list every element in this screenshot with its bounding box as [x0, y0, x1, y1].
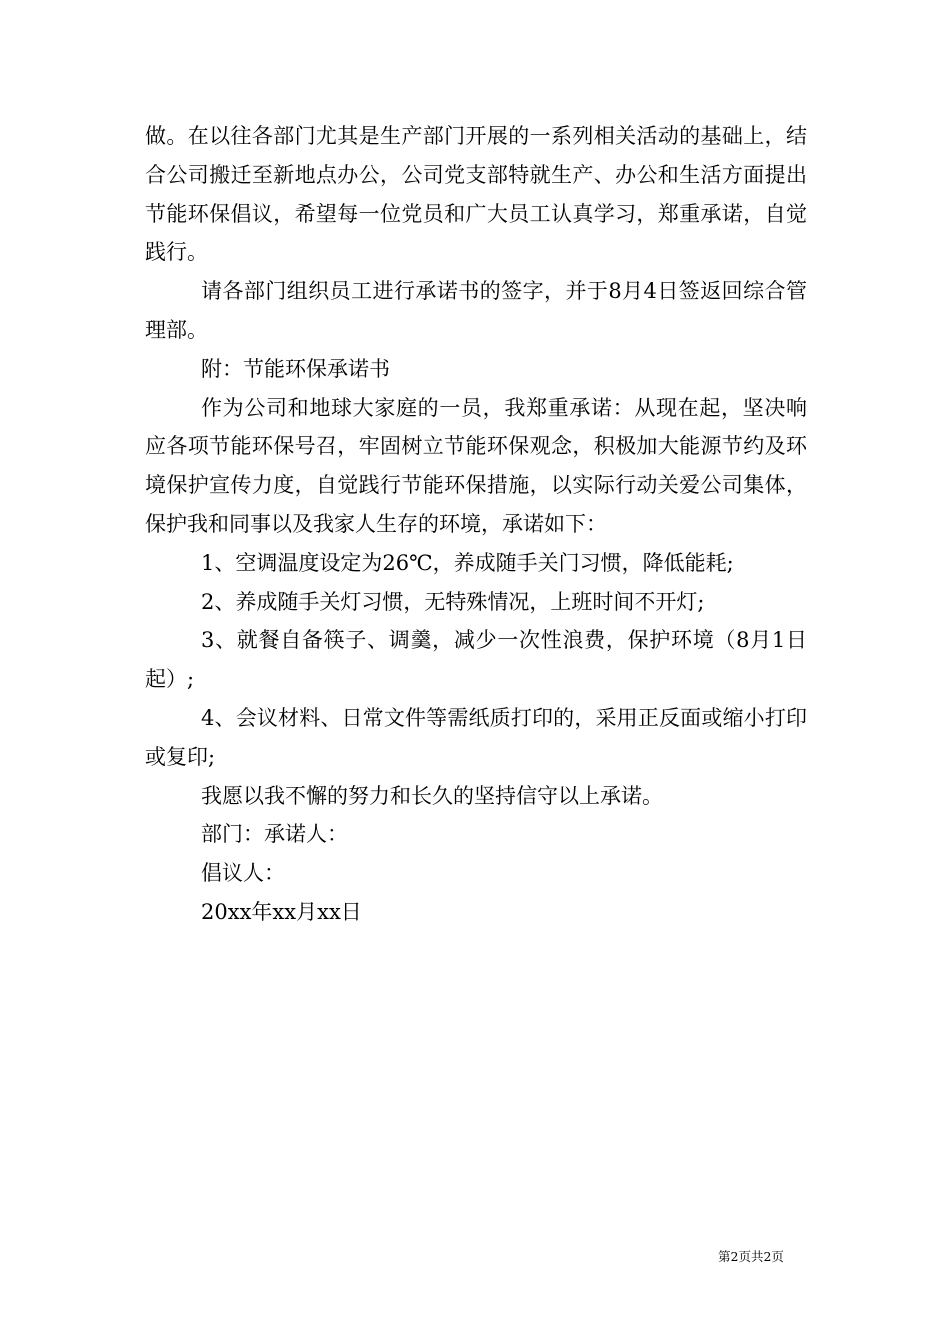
- document-body: [145, 117, 807, 932]
- department-signer-line: 部门：承诺人：: [201, 822, 348, 847]
- page-number-footer: 第2页共2页: [718, 1249, 784, 1264]
- date-line: 20xx年xx月xx日: [201, 899, 362, 924]
- instruction-paragraph: 请各部门组织员工进行承诺书的签字，并于8月4日签返回综合管理部。: [145, 279, 807, 342]
- proposer-line: 倡议人：: [201, 861, 285, 886]
- attachment-title: 附：节能环保承诺书: [201, 356, 390, 381]
- intro-paragraph: 做。在以往各部门尤其是生产部门开展的一系列相关活动的基础上，结合公司搬迁至新地点办公，公司党支部特就生产、办公和生活方面提出节能环保倡议，希望每一位党员和广大员工认真学习，郑重承诺，自觉践行。: [145, 124, 807, 265]
- pledge-item-3: 3、就餐自备筷子、调羹，减少一次性浪费，保护环境（8月1日起）;: [145, 628, 807, 692]
- pledge-item-4: 4、会议材料、日常文件等需纸质打印的，采用正反面或缩小打印或复印;: [145, 705, 807, 769]
- pledge-item-2: 2、养成随手关灯习惯，无特殊情况，上班时间不开灯;: [201, 589, 705, 614]
- pledge-intro-paragraph: 作为公司和地球大家庭的一员，我郑重承诺：从现在起，坚决响应各项节能环保号召，牢固树立节能环保观念，积极加大能源节约及环境保护宣传力度，自觉践行节能环保措施，以实际行动关爱公司集体，保护我和同事以及我家人生存的环境，承诺如下：: [145, 395, 807, 536]
- closing-paragraph: 我愿以我不懈的努力和长久的坚持信守以上承诺。: [201, 783, 663, 808]
- pledge-item-1: 1、空调温度设定为26℃，养成随手关门习惯，降低能耗;: [201, 550, 734, 575]
